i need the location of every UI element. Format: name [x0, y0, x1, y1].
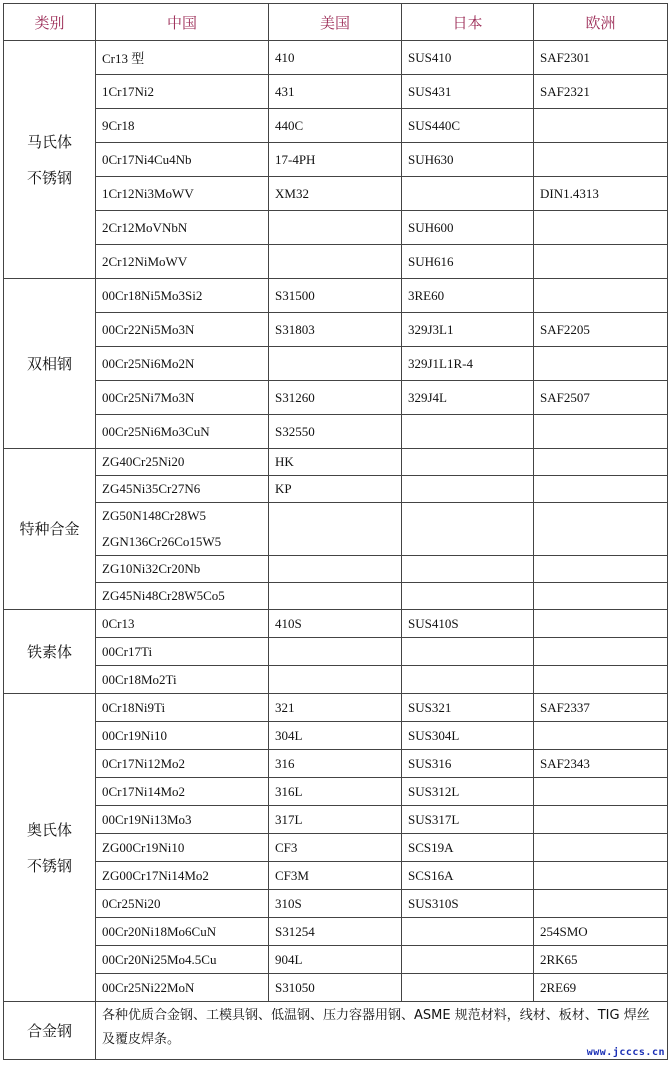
japan-grade [402, 449, 534, 476]
europe-grade: DIN1.4313 [534, 177, 668, 211]
china-grade: 00Cr20Ni25Mo4.5Cu [96, 946, 269, 974]
japan-grade [402, 946, 534, 974]
table-row [4, 476, 668, 503]
usa-grade: 410 [269, 41, 402, 75]
steel-grade-comparison-table [3, 3, 668, 1060]
table-row [4, 750, 668, 778]
table-row [4, 583, 668, 610]
table-row [4, 834, 668, 862]
europe-grade [534, 245, 668, 279]
table-row [4, 694, 668, 722]
usa-grade [269, 503, 402, 556]
japan-grade: 3RE60 [402, 279, 534, 313]
category-duplex [4, 279, 96, 449]
usa-grade [269, 666, 402, 694]
europe-grade [534, 556, 668, 583]
usa-grade: CF3 [269, 834, 402, 862]
china-grade: 0Cr13 [96, 610, 269, 638]
europe-grade [534, 610, 668, 638]
table-row [4, 806, 668, 834]
table-row [4, 974, 668, 1002]
usa-grade: CF3M [269, 862, 402, 890]
europe-grade [534, 143, 668, 177]
japan-grade: SUS317L [402, 806, 534, 834]
japan-grade [402, 556, 534, 583]
table-row [4, 638, 668, 666]
category-special-alloy [4, 449, 96, 610]
europe-grade [534, 211, 668, 245]
japan-grade: 329J4L [402, 381, 534, 415]
china-grade: 00Cr18Mo2Ti [96, 666, 269, 694]
china-grade: 00Cr25Ni7Mo3N [96, 381, 269, 415]
china-grade [96, 503, 269, 556]
table-row [4, 666, 668, 694]
category-label: 奥氏体 [26, 820, 72, 839]
japan-grade: SUH600 [402, 211, 534, 245]
usa-grade [269, 245, 402, 279]
china-grade: 00Cr25Ni6Mo2N [96, 347, 269, 381]
china-grade: Cr13 型 [96, 41, 269, 75]
japan-grade: SUH630 [402, 143, 534, 177]
usa-grade: 431 [269, 75, 402, 109]
usa-grade: 304L [269, 722, 402, 750]
japan-grade [402, 503, 534, 556]
usa-grade: S31500 [269, 279, 402, 313]
europe-grade [534, 638, 668, 666]
japan-grade [402, 583, 534, 610]
china-grade: 1Cr17Ni2 [96, 75, 269, 109]
usa-grade: KP [269, 476, 402, 503]
header-china: 中国 [96, 4, 269, 41]
table-row [4, 177, 668, 211]
japan-grade: SUS410S [402, 610, 534, 638]
japan-grade [402, 476, 534, 503]
europe-grade [534, 778, 668, 806]
china-grade: 0Cr17Ni14Mo2 [96, 778, 269, 806]
europe-grade [534, 834, 668, 862]
china-grade: 00Cr19Ni13Mo3 [96, 806, 269, 834]
usa-grade: S31254 [269, 918, 402, 946]
japan-grade: SUS312L [402, 778, 534, 806]
header-europe: 欧洲 [534, 4, 668, 41]
category-label: 不锈钢 [26, 856, 72, 875]
china-grade: 9Cr18 [96, 109, 269, 143]
alloy-steel-row [4, 1002, 668, 1060]
europe-grade: SAF2321 [534, 75, 668, 109]
japan-grade [402, 177, 534, 211]
category-label: 不锈钢 [26, 168, 72, 187]
table-row [4, 415, 668, 449]
europe-grade [534, 476, 668, 503]
japan-grade: SUS440C [402, 109, 534, 143]
usa-grade: XM32 [269, 177, 402, 211]
china-grade-line: ZG50N148Cr28W5 [102, 508, 206, 523]
usa-grade: 321 [269, 694, 402, 722]
japan-grade [402, 638, 534, 666]
table-row [4, 143, 668, 177]
header-japan: 日本 [402, 4, 534, 41]
china-grade: 0Cr17Ni12Mo2 [96, 750, 269, 778]
table-row [4, 722, 668, 750]
table-row [4, 109, 668, 143]
japan-grade: SUH616 [402, 245, 534, 279]
china-grade: 00Cr25Ni6Mo3CuN [96, 415, 269, 449]
europe-grade [534, 666, 668, 694]
table-row [4, 946, 668, 974]
table-row [4, 41, 668, 75]
japan-grade [402, 415, 534, 449]
europe-grade [534, 503, 668, 556]
category-austenitic [4, 694, 96, 1002]
china-grade: 00Cr18Ni5Mo3Si2 [96, 279, 269, 313]
europe-grade: SAF2301 [534, 41, 668, 75]
china-grade: 2Cr12MoVNbN [96, 211, 269, 245]
china-grade: 1Cr12Ni3MoWV [96, 177, 269, 211]
japan-grade [402, 974, 534, 1002]
china-grade: 00Cr22Ni5Mo3N [96, 313, 269, 347]
table-row [4, 778, 668, 806]
china-grade: ZG45Ni35Cr27N6 [96, 476, 269, 503]
table-row [4, 245, 668, 279]
china-grade: 00Cr25Ni22MoN [96, 974, 269, 1002]
japan-grade [402, 918, 534, 946]
usa-grade: 410S [269, 610, 402, 638]
table-row [4, 556, 668, 583]
china-grade: 00Cr19Ni10 [96, 722, 269, 750]
category-martensitic [4, 41, 96, 279]
china-grade: 00Cr17Ti [96, 638, 269, 666]
table-row [4, 279, 668, 313]
usa-grade: 17-4PH [269, 143, 402, 177]
usa-grade: 904L [269, 946, 402, 974]
china-grade: ZG00Cr19Ni10 [96, 834, 269, 862]
europe-grade: 2RK65 [534, 946, 668, 974]
japan-grade: SUS410 [402, 41, 534, 75]
europe-grade [534, 109, 668, 143]
usa-grade: S32550 [269, 415, 402, 449]
europe-grade [534, 583, 668, 610]
usa-grade: S31050 [269, 974, 402, 1002]
usa-grade: S31260 [269, 381, 402, 415]
japan-grade: SUS304L [402, 722, 534, 750]
europe-grade: SAF2205 [534, 313, 668, 347]
japan-grade: 329J1L1R-4 [402, 347, 534, 381]
table-row [4, 449, 668, 476]
table-row [4, 211, 668, 245]
table-row [4, 918, 668, 946]
category-label: 铁素体 [26, 642, 72, 661]
china-grade: ZG45Ni48Cr28W5Co5 [96, 583, 269, 610]
usa-grade [269, 556, 402, 583]
table-row [4, 890, 668, 918]
usa-grade: S31803 [269, 313, 402, 347]
usa-grade [269, 347, 402, 381]
china-grade: 0Cr25Ni20 [96, 890, 269, 918]
europe-grade [534, 722, 668, 750]
usa-grade [269, 583, 402, 610]
japan-grade: SUS316 [402, 750, 534, 778]
table-row [4, 75, 668, 109]
europe-grade [534, 890, 668, 918]
usa-grade: 310S [269, 890, 402, 918]
china-grade-line: ZGN136Cr26Co15W5 [102, 534, 222, 549]
table-row [4, 610, 668, 638]
europe-grade [534, 415, 668, 449]
usa-grade [269, 638, 402, 666]
europe-grade [534, 449, 668, 476]
europe-grade: SAF2507 [534, 381, 668, 415]
table-row [4, 862, 668, 890]
china-grade: 0Cr18Ni9Ti [96, 694, 269, 722]
header-row [4, 4, 668, 41]
japan-grade: SCS16A [402, 862, 534, 890]
china-grade: ZG00Cr17Ni14Mo2 [96, 862, 269, 890]
china-grade: ZG40Cr25Ni20 [96, 449, 269, 476]
europe-grade: 2RE69 [534, 974, 668, 1002]
europe-grade: SAF2343 [534, 750, 668, 778]
europe-grade [534, 862, 668, 890]
alloy-steel-description: 各种优质合金钢、工模具钢、低温钢、压力容器用钢、ASME 规范材料，线材、板材、TIG 焊丝及覆皮焊条。 [96, 1002, 668, 1060]
usa-grade: 316L [269, 778, 402, 806]
europe-grade [534, 806, 668, 834]
china-grade: 0Cr17Ni4Cu4Nb [96, 143, 269, 177]
usa-grade [269, 211, 402, 245]
japan-grade [402, 666, 534, 694]
europe-grade: 254SMO [534, 918, 668, 946]
table-row [4, 313, 668, 347]
japan-grade: SUS321 [402, 694, 534, 722]
japan-grade: SUS310S [402, 890, 534, 918]
header-usa: 美国 [269, 4, 402, 41]
category-label: 马氏体 [26, 132, 72, 151]
usa-grade: 317L [269, 806, 402, 834]
europe-grade: SAF2337 [534, 694, 668, 722]
japan-grade: 329J3L1 [402, 313, 534, 347]
usa-grade: HK [269, 449, 402, 476]
site-watermark: www.jcccs.cn [586, 1047, 665, 1058]
table-row [4, 347, 668, 381]
header-category: 类别 [4, 4, 96, 41]
japan-grade: SUS431 [402, 75, 534, 109]
table-row [4, 503, 668, 556]
table-body [4, 41, 668, 1060]
europe-grade [534, 347, 668, 381]
china-grade: 2Cr12NiMoWV [96, 245, 269, 279]
china-grade: ZG10Ni32Cr20Nb [96, 556, 269, 583]
usa-grade: 440C [269, 109, 402, 143]
table-row [4, 381, 668, 415]
category-label: 特种合金 [19, 520, 80, 538]
category-alloy-steel: 合金钢 [4, 1002, 96, 1060]
category-label: 双相钢 [26, 354, 72, 373]
category-ferritic [4, 610, 96, 694]
japan-grade: SCS19A [402, 834, 534, 862]
usa-grade: 316 [269, 750, 402, 778]
china-grade: 00Cr20Ni18Mo6CuN [96, 918, 269, 946]
europe-grade [534, 279, 668, 313]
